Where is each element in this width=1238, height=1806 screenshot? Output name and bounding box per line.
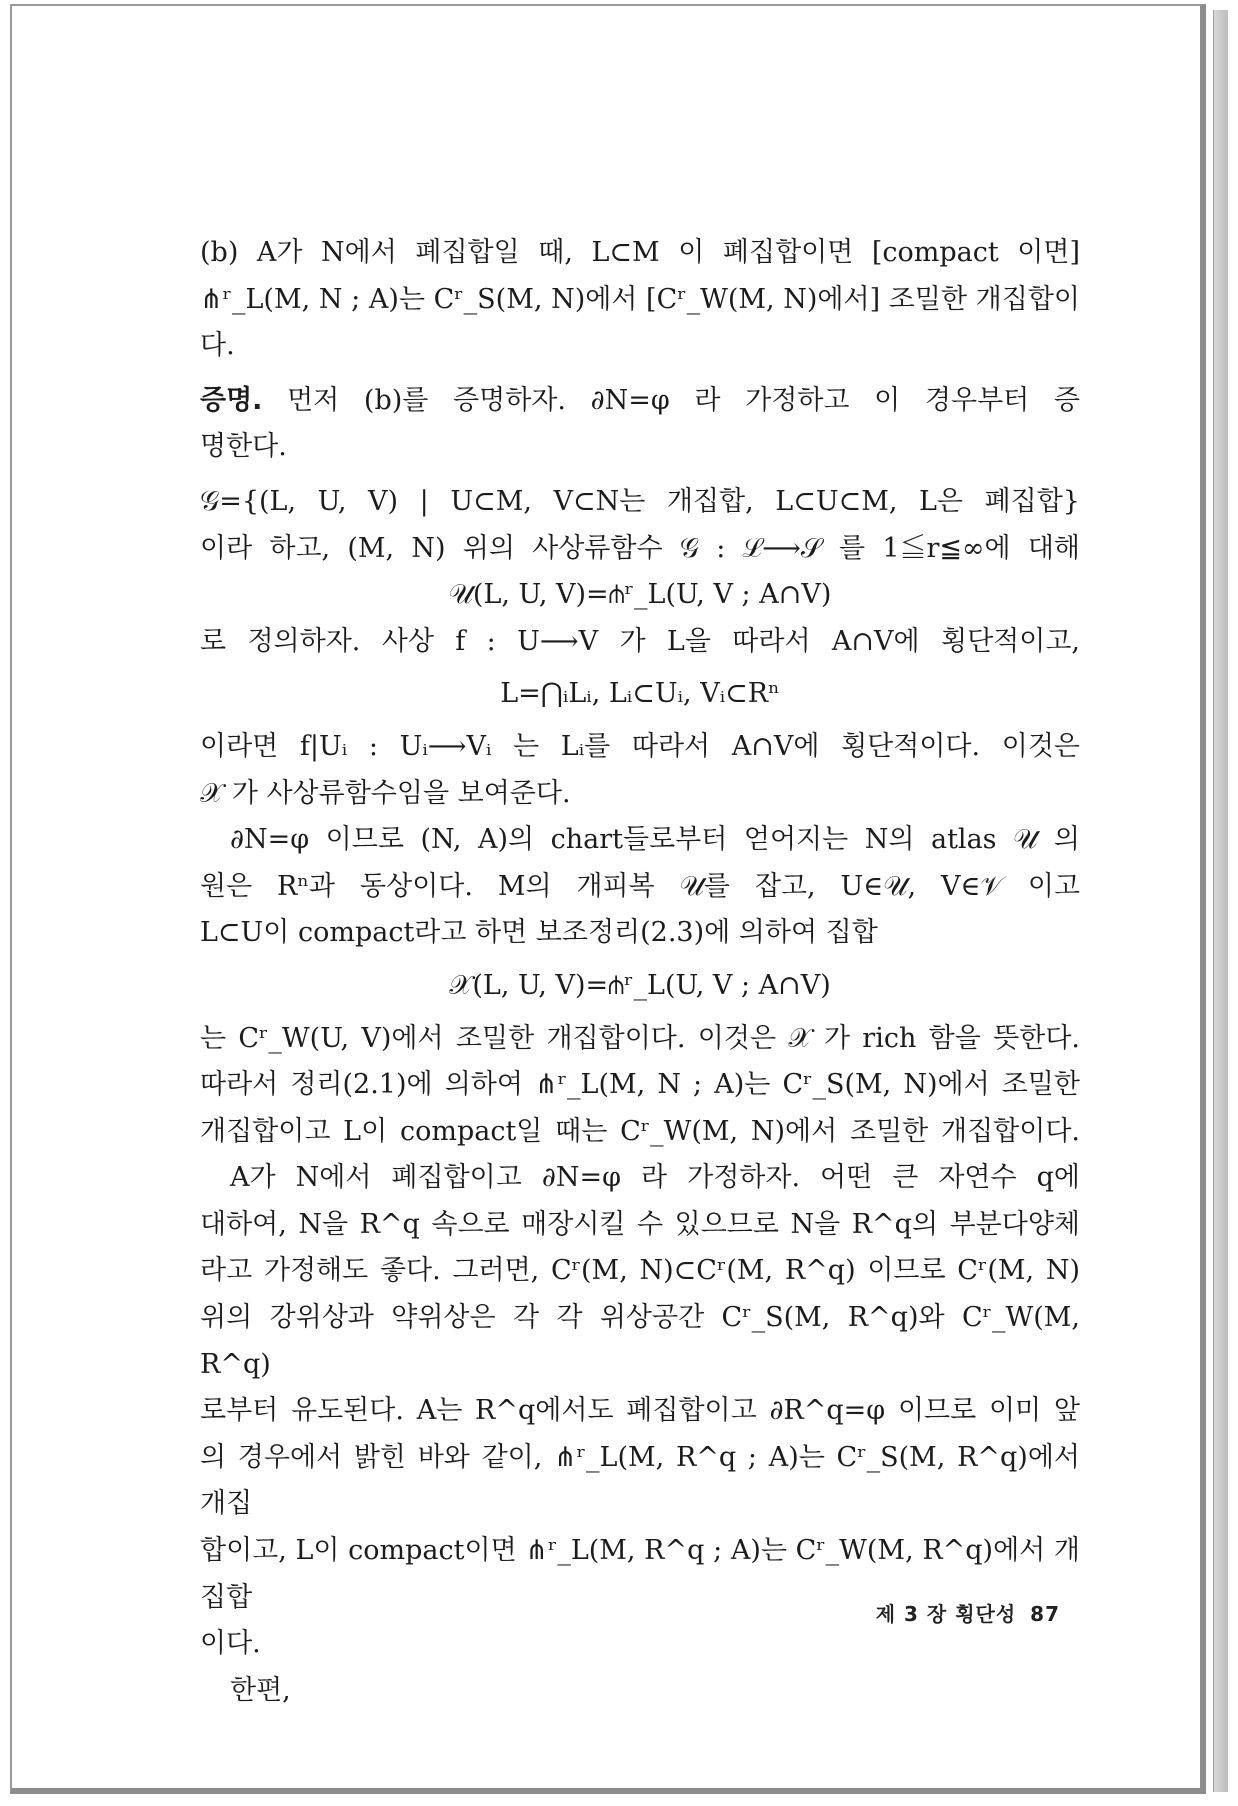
text-line: ⋔ʳ_L(M, N ; A)는 Cʳ_S(M, N)에서 [Cʳ_W(M, N)에서] 조밀한 개집합이다. [200, 283, 1080, 362]
text-line: 로부터 유도된다. A는 R^q에서도 폐집합이고 ∂R^q=φ 이므로 이미 앞 [200, 1395, 1080, 1427]
text-line: ∂N=φ 이므로 (N, A)의 chart들로부터 얻어지는 N의 atlas 𝒰 의 [230, 824, 1080, 856]
text-line: (b) A가 N에서 폐집합일 때, L⊂M 이 폐집합이면 [compact 이면] [200, 237, 1080, 268]
text-line: 대하여, N을 R^q 속으로 매장시킬 수 있으므로 N을 R^q의 부분다양체 [200, 1208, 1080, 1240]
text-line: 명한다. [200, 431, 287, 463]
page-body [200, 230, 1080, 1714]
text-line: 로 정의하자. 사상 f : U⟶V 가 L을 따라서 A∩V에 횡단적이고, [200, 625, 1080, 657]
text-line: 한편, [230, 1674, 291, 1706]
text-line: 는 Cʳ_W(U, V)에서 조밀한 개집합이다. 이것은 𝒳 가 rich 함을 뜻한다. [200, 1022, 1080, 1054]
text-line: 의 경우에서 밝힌 바와 같이, ⋔ʳ_L(M, R^q ; A)는 Cʳ_S(M, R^q)에서 개집 [200, 1441, 1080, 1520]
text-span: 먼저 (b)를 증명하자. ∂N=φ 라 가정하고 이 경우부터 증 [287, 384, 1080, 416]
text-line: L⊂U이 compact라고 하면 보조정리(2.3)에 의하여 집합 [200, 917, 878, 949]
text-line: 개집합이고 L이 compact일 때는 Cʳ_W(M, N)에서 조밀한 개집합이다. [200, 1115, 1080, 1147]
display-equation: 𝒳(L, U, V)=⋔ʳ_L(U, V ; A∩V) [449, 969, 831, 1001]
text-line: 원은 Rⁿ과 동상이다. M의 개피복 𝒰를 잡고, U∈𝒰, V∈𝒱 이고 [200, 870, 1080, 902]
text-line: 𝒳 가 사상류함수임을 보여준다. [200, 777, 571, 809]
display-equation: 𝒰(L, U, V)=⋔ʳ_L(U, V ; A∩V) [448, 579, 832, 611]
text-line: 𝒢={(L, U, V) | U⊂M, V⊂N는 개집합, L⊂U⊂M, L은 폐집합} [200, 485, 1080, 517]
page-edge-shadow [1213, 10, 1228, 1792]
text-line: 이라면 f|Uᵢ : Uᵢ⟶Vᵢ 는 Lᵢ를 따라서 A∩V에 횡단적이다. 이것은 [200, 730, 1080, 762]
text-line: 이라 하고, (M, N) 위의 사상류함수 𝒢 : ℒ⟶𝒮 를 1≦r≦∞에 대해 [200, 532, 1080, 564]
text-line: 위의 강위상과 약위상은 각 각 위상공간 Cʳ_S(M, R^q)와 Cʳ_W(M, R^q) [200, 1302, 1080, 1380]
text-line: A가 N에서 폐집합이고 ∂N=φ 라 가정하자. 어떤 큰 자연수 q에 [230, 1162, 1080, 1194]
running-head [820, 1598, 1060, 1627]
text-line: 합이고, L이 compact이면 ⋔ʳ_L(M, R^q ; A)는 Cʳ_W(M, R^q)에서 개집합 [200, 1535, 1080, 1613]
display-equation: L=⋂ᵢLᵢ, Lᵢ⊂Uᵢ, Vᵢ⊂Rⁿ [500, 678, 780, 710]
text-line: 이다. [200, 1628, 261, 1660]
text-line: 따라서 정리(2.1)에 의하여 ⋔ʳ_L(M, N ; A)는 Cʳ_S(M, N)에서 조밀한 [200, 1069, 1080, 1101]
text-line [200, 378, 1080, 425]
page-number: 87 [1030, 1602, 1060, 1626]
proof-label: 증명. [200, 384, 263, 416]
chapter-title: 제 3 장 횡단성 [875, 1602, 1017, 1626]
text-line: 라고 가정해도 좋다. 그러면, Cʳ(M, N)⊂Cʳ(M, R^q) 이므로 Cʳ(M, N) [200, 1255, 1080, 1287]
